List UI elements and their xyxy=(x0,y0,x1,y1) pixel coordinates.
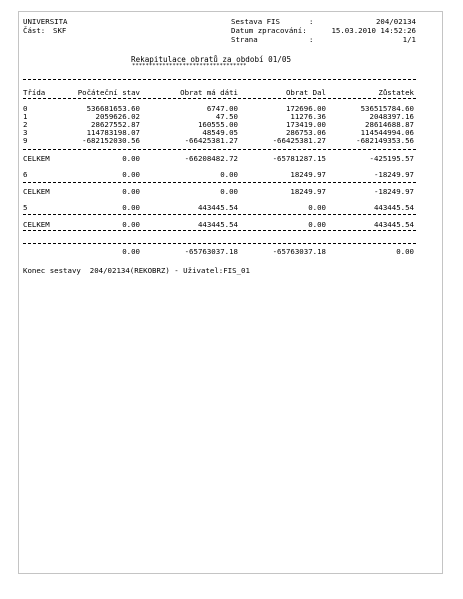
cell-debit: 0.00 xyxy=(220,170,238,179)
cell-debit: 48549.05 xyxy=(202,128,238,137)
cell-class: 6 xyxy=(23,170,28,179)
part-value: SKF xyxy=(53,26,67,35)
cell-class: 3 xyxy=(23,128,28,137)
cell-opening: 2059626.02 xyxy=(95,112,140,121)
cell-credit: 286753.06 xyxy=(285,128,326,137)
total-credit: 0.00 xyxy=(308,220,326,229)
total-debit: -66208482.72 xyxy=(184,154,238,163)
column-header-row xyxy=(23,88,416,97)
cell-class: 1 xyxy=(23,112,28,121)
cell-opening: 536681653.60 xyxy=(86,104,140,113)
cell-debit: 443445.54 xyxy=(197,203,238,212)
cell-class: 2 xyxy=(23,120,28,129)
org-name: UNIVERSITA xyxy=(23,17,68,26)
cell-credit: 18249.97 xyxy=(290,170,326,179)
rule-total3 xyxy=(23,214,416,215)
total-balance: -425195.57 xyxy=(369,154,414,163)
cell-debit: -66425381.27 xyxy=(184,136,238,145)
cell-opening: -682152030.56 xyxy=(82,136,140,145)
total-credit: -65781287.15 xyxy=(272,154,326,163)
cell-class: 0 xyxy=(23,104,28,113)
total-label: CELKEM xyxy=(23,187,50,196)
report-page xyxy=(18,11,443,574)
total-label: CELKEM xyxy=(23,154,50,163)
total-debit: 443445.54 xyxy=(197,220,238,229)
report-value: 204/02134 xyxy=(375,17,416,26)
table-row xyxy=(23,170,416,179)
grand-credit: -65763037.18 xyxy=(272,247,326,256)
part-label: Část: xyxy=(23,26,46,35)
total-label: CELKEM xyxy=(23,220,50,229)
rule-top xyxy=(23,79,416,80)
total-row xyxy=(23,187,416,196)
rule-grand xyxy=(23,243,416,244)
cell-balance: 28614688.87 xyxy=(365,120,414,129)
table-row xyxy=(23,203,416,212)
cell-class: 5 xyxy=(23,203,28,212)
total-row xyxy=(23,154,416,163)
date-value: 15.03.2010 14:52:26 xyxy=(331,26,416,35)
total-opening: 0.00 xyxy=(122,220,140,229)
cell-debit: 160555.00 xyxy=(197,120,238,129)
report-footer: Konec sestavy 204/02134(REKOBRZ) - Uživatel:FIS_01 xyxy=(23,266,250,275)
cell-balance: 114544994.06 xyxy=(360,128,414,137)
cell-credit: 172696.00 xyxy=(285,104,326,113)
rule-total2 xyxy=(23,182,416,183)
cell-credit: 173419.00 xyxy=(285,120,326,129)
cell-balance: 443445.54 xyxy=(373,203,414,212)
cell-class: 9 xyxy=(23,136,28,145)
cell-balance: 536515784.60 xyxy=(360,104,414,113)
report-colon: : xyxy=(309,17,314,26)
col-class: Třída xyxy=(23,88,46,97)
total-opening: 0.00 xyxy=(122,187,140,196)
cell-debit: 47.50 xyxy=(215,112,238,121)
cell-balance: 2048397.16 xyxy=(369,112,414,121)
total-balance: 443445.54 xyxy=(373,220,414,229)
col-balance: Zůstatek xyxy=(378,88,414,97)
total-balance: -18249.97 xyxy=(373,187,414,196)
cell-opening: 0.00 xyxy=(122,170,140,179)
col-opening: Počáteční stav xyxy=(77,88,140,97)
grand-opening: 0.00 xyxy=(122,247,140,256)
report-label: Sestava FIS xyxy=(231,17,280,26)
cell-opening: 0.00 xyxy=(122,203,140,212)
cell-balance: -682149353.56 xyxy=(356,136,414,145)
page-label: Strana xyxy=(231,35,258,44)
cell-opening: 114783198.07 xyxy=(86,128,140,137)
page-number: 1/1 xyxy=(402,35,416,44)
rule-header xyxy=(23,98,416,99)
total-row xyxy=(23,220,416,229)
total-debit: 0.00 xyxy=(220,187,238,196)
cell-opening: 28627552.87 xyxy=(91,120,140,129)
page-colon: : xyxy=(309,35,314,44)
title-underline: ********************************** xyxy=(132,63,247,69)
grand-debit: -65763037.18 xyxy=(184,247,238,256)
col-debit: Obrat má dáti xyxy=(180,88,238,97)
cell-credit: 11276.36 xyxy=(290,112,326,121)
cell-credit: 0.00 xyxy=(308,203,326,212)
total-opening: 0.00 xyxy=(122,154,140,163)
date-label: Datum zpracování: xyxy=(231,26,307,35)
table-row xyxy=(23,136,416,145)
grand-balance: 0.00 xyxy=(396,247,414,256)
grand-total-row xyxy=(23,247,416,256)
cell-credit: -66425381.27 xyxy=(272,136,326,145)
total-credit: 18249.97 xyxy=(290,187,326,196)
rule-total1 xyxy=(23,149,416,150)
cell-debit: 6747.00 xyxy=(206,104,238,113)
col-credit: Obrat Dal xyxy=(285,88,326,97)
rule-total3-bottom xyxy=(23,230,416,231)
cell-balance: -18249.97 xyxy=(373,170,414,179)
report-title: Rekapitulace obratů za období 01/05 xyxy=(131,55,292,64)
